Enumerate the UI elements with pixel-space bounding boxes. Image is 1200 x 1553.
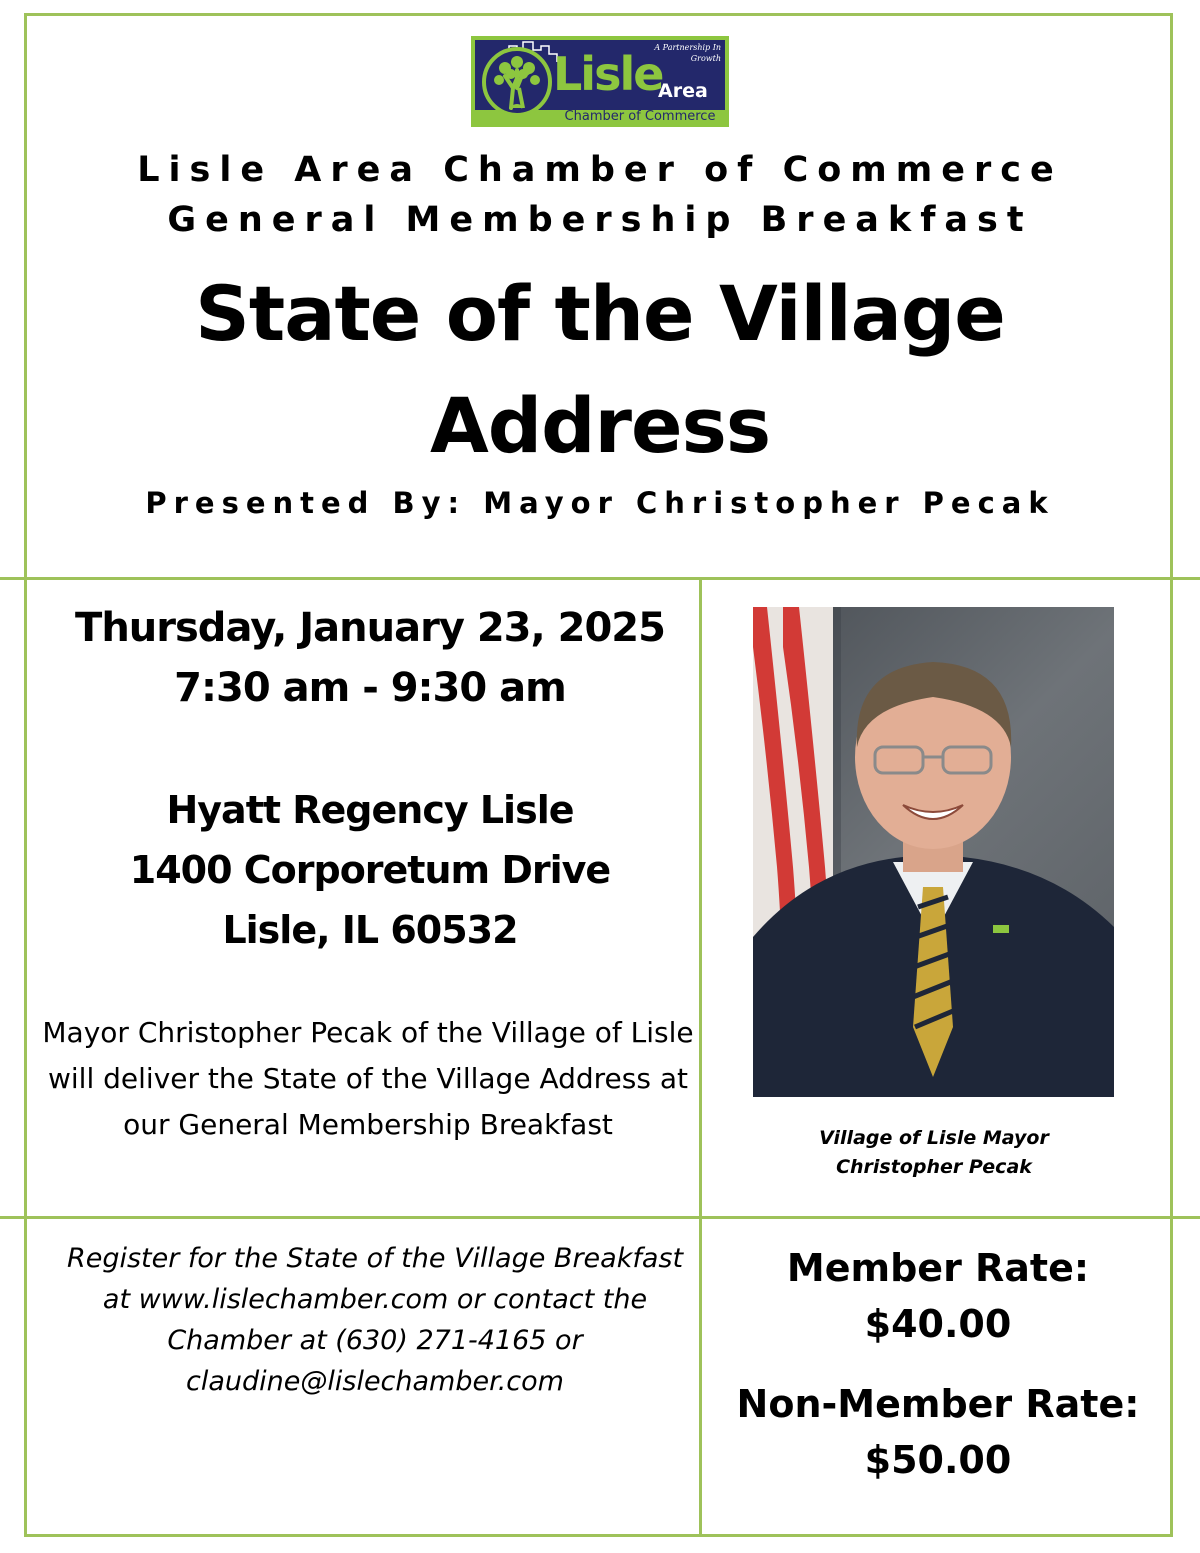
mayor-photo [753, 607, 1114, 1097]
logo-name: Lisle [553, 47, 663, 101]
divider-top [0, 577, 1200, 580]
photo-caption [752, 1124, 1116, 1182]
presenter-line: Presented By: Mayor Christopher Pecak [145, 486, 1055, 520]
divider-bottom [0, 1216, 1200, 1219]
nonmember-rate-price: $50.00 [864, 1438, 1012, 1482]
logo-area: Area [658, 80, 708, 102]
main-title-line2: Address [429, 381, 771, 470]
event-date: Thursday, January 23, 2025 [75, 605, 665, 651]
registration-text: Register for the State of the Village Breakfast at www.lislechamber.com or contact the Chamber at (630) 271-4165 or claudine@lislechamber.com [66, 1243, 684, 1397]
caption-line1: Village of Lisle Mayor [819, 1127, 1049, 1149]
logo-subtitle: Chamber of Commerce [564, 109, 716, 124]
org-heading: Lisle Area Chamber of Commerce [137, 150, 1063, 190]
nonmember-rate-label: Non-Member Rate: [736, 1382, 1140, 1426]
chamber-logo [471, 36, 729, 127]
portrait-illustration [753, 607, 1114, 1097]
caption-line2: Christopher Pecak [836, 1156, 1032, 1178]
member-rate-price: $40.00 [864, 1302, 1012, 1346]
main-title-line1: State of the Village [195, 269, 1005, 358]
venue-street: 1400 Corporetum Drive [129, 848, 611, 892]
event-description: Mayor Christopher Pecak of the Village of Lisle will deliver the State of the Village Address at our General Membership Breakfast [42, 1016, 694, 1141]
venue-city: Lisle, IL 60532 [222, 908, 518, 952]
tree-hand-icon [481, 46, 553, 118]
event-time: 7:30 am - 9:30 am [174, 665, 566, 711]
member-rate-label: Member Rate: [786, 1246, 1090, 1290]
event-type-heading: General Membership Breakfast [167, 200, 1033, 240]
venue-name: Hyatt Regency Lisle [166, 788, 574, 832]
logo-tagline: A Partnership In Growth [654, 43, 721, 63]
